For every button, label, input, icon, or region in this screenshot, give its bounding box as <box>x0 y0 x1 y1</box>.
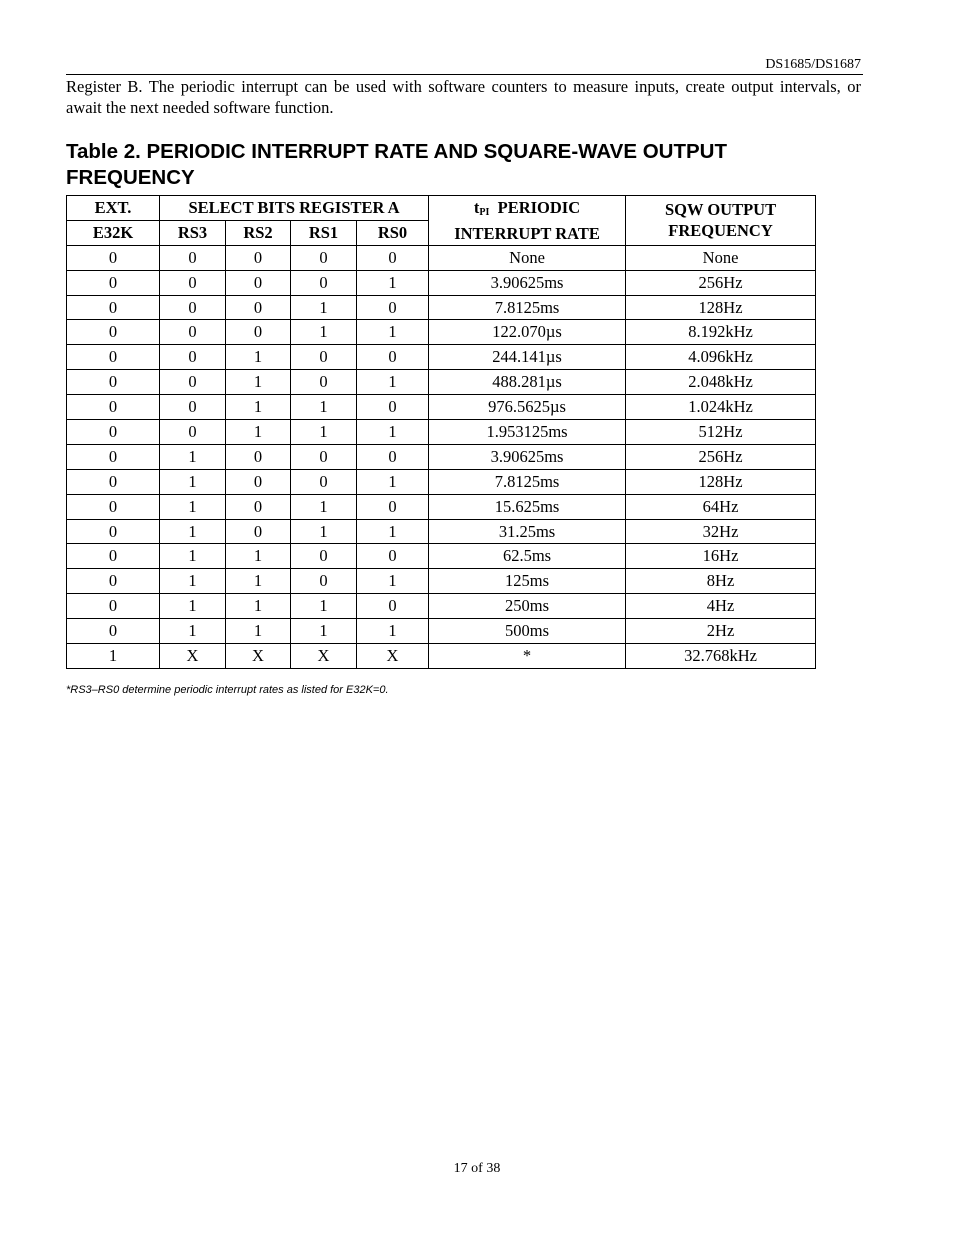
cell-periodic-rate: 7.8125ms <box>429 469 626 494</box>
table-row <box>67 345 816 370</box>
cell-periodic-rate: 1.953125ms <box>429 420 626 445</box>
cell-sqw-frequency: 512Hz <box>626 420 816 445</box>
cell-sqw-frequency: 128Hz <box>626 469 816 494</box>
header-rs3: RS3 <box>160 220 226 245</box>
cell-rs0: 0 <box>357 594 429 619</box>
cell-e32k: 0 <box>67 320 160 345</box>
table-row <box>67 619 816 644</box>
cell-rs1: 1 <box>291 395 357 420</box>
cell-e32k: 0 <box>67 619 160 644</box>
cell-sqw-frequency: 4Hz <box>626 594 816 619</box>
cell-rs2: X <box>226 644 291 669</box>
cell-rs1: 1 <box>291 320 357 345</box>
cell-periodic-rate: 3.90625ms <box>429 444 626 469</box>
cell-rs1: 1 <box>291 494 357 519</box>
table-row <box>67 270 816 295</box>
table-row <box>67 370 816 395</box>
cell-periodic-rate: 15.625ms <box>429 494 626 519</box>
table-row <box>67 644 816 669</box>
cell-rs0: 1 <box>357 519 429 544</box>
document-id: DS1685/DS1687 <box>765 57 861 72</box>
cell-rs0: 1 <box>357 469 429 494</box>
cell-rs3: 0 <box>160 270 226 295</box>
cell-e32k: 0 <box>67 519 160 544</box>
cell-rs3: 1 <box>160 544 226 569</box>
cell-rs3: 1 <box>160 594 226 619</box>
cell-e32k: 0 <box>67 569 160 594</box>
cell-rs3: 1 <box>160 619 226 644</box>
table-row <box>67 544 816 569</box>
cell-periodic-rate: 31.25ms <box>429 519 626 544</box>
cell-sqw-frequency: 128Hz <box>626 295 816 320</box>
cell-periodic-rate: * <box>429 644 626 669</box>
cell-rs0: 1 <box>357 370 429 395</box>
cell-rs2: 0 <box>226 469 291 494</box>
table-row <box>67 395 816 420</box>
cell-e32k: 0 <box>67 420 160 445</box>
cell-rs1: 1 <box>291 594 357 619</box>
cell-rs2: 1 <box>226 395 291 420</box>
cell-rs0: 0 <box>357 544 429 569</box>
table-row <box>67 295 816 320</box>
cell-e32k: 0 <box>67 444 160 469</box>
cell-rs3: 0 <box>160 320 226 345</box>
header-tpi-line2: INTERRUPT RATE <box>454 223 600 243</box>
cell-rs3: 0 <box>160 420 226 445</box>
cell-rs1: 0 <box>291 544 357 569</box>
cell-rs0: 0 <box>357 245 429 270</box>
cell-rs2: 0 <box>226 519 291 544</box>
table-row <box>67 594 816 619</box>
cell-sqw-frequency: 2.048kHz <box>626 370 816 395</box>
cell-sqw-frequency: 2Hz <box>626 619 816 644</box>
header-sqw-line2: FREQUENCY <box>668 221 773 241</box>
cell-rs1: 1 <box>291 519 357 544</box>
cell-rs1: 1 <box>291 619 357 644</box>
cell-rs1: 0 <box>291 370 357 395</box>
cell-rs2: 1 <box>226 569 291 594</box>
header-sqw-line1: SQW OUTPUT <box>664 200 777 220</box>
cell-rs1: X <box>291 644 357 669</box>
cell-rs0: 1 <box>357 619 429 644</box>
header-tpi-line1: PERIODIC <box>497 197 581 217</box>
cell-rs3: X <box>160 644 226 669</box>
cell-rs1: 0 <box>291 345 357 370</box>
cell-e32k: 0 <box>67 494 160 519</box>
cell-rs0: 1 <box>357 569 429 594</box>
cell-e32k: 0 <box>67 469 160 494</box>
cell-sqw-frequency: 8Hz <box>626 569 816 594</box>
header-rs1: RS1 <box>291 220 357 245</box>
cell-rs1: 1 <box>291 295 357 320</box>
cell-rs2: 0 <box>226 295 291 320</box>
cell-rs1: 1 <box>291 420 357 445</box>
cell-rs3: 1 <box>160 444 226 469</box>
cell-sqw-frequency: 1.024kHz <box>626 395 816 420</box>
header-rule <box>66 74 863 75</box>
header-sqw-frequency <box>626 196 816 246</box>
table-title: Table 2. PERIODIC INTERRUPT RATE AND SQUARE-WAVE OUTPUT FREQUENCY <box>66 140 727 189</box>
cell-rs2: 1 <box>226 619 291 644</box>
cell-e32k: 0 <box>67 395 160 420</box>
cell-rs0: 0 <box>357 295 429 320</box>
cell-rs0: 0 <box>357 444 429 469</box>
cell-sqw-frequency: None <box>626 245 816 270</box>
header-e32k: E32K <box>67 220 160 245</box>
cell-e32k: 0 <box>67 245 160 270</box>
cell-sqw-frequency: 8.192kHz <box>626 320 816 345</box>
cell-periodic-rate: None <box>429 245 626 270</box>
cell-sqw-frequency: 64Hz <box>626 494 816 519</box>
cell-e32k: 0 <box>67 544 160 569</box>
table-footnote: *RS3–RS0 determine periodic interrupt rates as listed for E32K=0. <box>66 684 389 696</box>
cell-rs2: 1 <box>226 345 291 370</box>
cell-rs0: X <box>357 644 429 669</box>
cell-e32k: 0 <box>67 370 160 395</box>
cell-periodic-rate: 122.070µs <box>429 320 626 345</box>
cell-periodic-rate: 500ms <box>429 619 626 644</box>
cell-periodic-rate: 250ms <box>429 594 626 619</box>
cell-rs3: 1 <box>160 469 226 494</box>
table-row <box>67 245 816 270</box>
table-row <box>67 420 816 445</box>
table-row <box>67 469 816 494</box>
cell-e32k: 0 <box>67 270 160 295</box>
cell-periodic-rate: 976.5625µs <box>429 395 626 420</box>
cell-e32k: 0 <box>67 594 160 619</box>
cell-rs3: 0 <box>160 370 226 395</box>
cell-sqw-frequency: 16Hz <box>626 544 816 569</box>
cell-periodic-rate: 488.281µs <box>429 370 626 395</box>
cell-periodic-rate: 244.141µs <box>429 345 626 370</box>
cell-rs3: 0 <box>160 245 226 270</box>
cell-rs1: 0 <box>291 444 357 469</box>
cell-rs0: 1 <box>357 270 429 295</box>
periodic-interrupt-table <box>66 195 816 669</box>
header-tpi-t: t <box>473 197 480 217</box>
header-select-bits: SELECT BITS REGISTER A <box>160 196 429 221</box>
header-rs2: RS2 <box>226 220 291 245</box>
cell-rs3: 1 <box>160 569 226 594</box>
intro-paragraph: Register B. The periodic interrupt can be used with software counters to measure inputs, create output intervals, or await the next needed software function. <box>66 77 861 117</box>
cell-rs0: 1 <box>357 320 429 345</box>
cell-sqw-frequency: 4.096kHz <box>626 345 816 370</box>
cell-rs3: 1 <box>160 494 226 519</box>
page-number: 17 of 38 <box>453 1161 501 1176</box>
table-body <box>67 245 816 668</box>
cell-e32k: 1 <box>67 644 160 669</box>
cell-e32k: 0 <box>67 295 160 320</box>
header-periodic-rate <box>429 196 626 246</box>
cell-periodic-rate: 3.90625ms <box>429 270 626 295</box>
cell-rs2: 0 <box>226 270 291 295</box>
header-rs0: RS0 <box>357 220 429 245</box>
cell-sqw-frequency: 256Hz <box>626 270 816 295</box>
header-tpi-subscript: PI <box>479 206 490 218</box>
cell-rs2: 0 <box>226 320 291 345</box>
cell-rs2: 0 <box>226 245 291 270</box>
cell-sqw-frequency: 256Hz <box>626 444 816 469</box>
table-row <box>67 444 816 469</box>
cell-rs3: 0 <box>160 395 226 420</box>
cell-rs2: 1 <box>226 544 291 569</box>
cell-rs2: 1 <box>226 370 291 395</box>
cell-rs0: 0 <box>357 345 429 370</box>
cell-e32k: 0 <box>67 345 160 370</box>
cell-periodic-rate: 125ms <box>429 569 626 594</box>
cell-rs2: 0 <box>226 444 291 469</box>
cell-periodic-rate: 7.8125ms <box>429 295 626 320</box>
cell-rs1: 0 <box>291 245 357 270</box>
header-ext: EXT. <box>67 196 160 221</box>
cell-rs0: 0 <box>357 494 429 519</box>
cell-rs0: 1 <box>357 420 429 445</box>
cell-rs3: 1 <box>160 519 226 544</box>
cell-rs1: 0 <box>291 569 357 594</box>
table-row <box>67 494 816 519</box>
table-row <box>67 320 816 345</box>
cell-periodic-rate: 62.5ms <box>429 544 626 569</box>
cell-rs2: 1 <box>226 420 291 445</box>
cell-rs2: 0 <box>226 494 291 519</box>
cell-rs1: 0 <box>291 270 357 295</box>
table-header-row-1 <box>67 196 816 221</box>
table-row <box>67 569 816 594</box>
cell-sqw-frequency: 32.768kHz <box>626 644 816 669</box>
cell-rs2: 1 <box>226 594 291 619</box>
cell-rs3: 0 <box>160 295 226 320</box>
cell-rs0: 0 <box>357 395 429 420</box>
table-row <box>67 519 816 544</box>
cell-rs1: 0 <box>291 469 357 494</box>
cell-rs3: 0 <box>160 345 226 370</box>
cell-sqw-frequency: 32Hz <box>626 519 816 544</box>
